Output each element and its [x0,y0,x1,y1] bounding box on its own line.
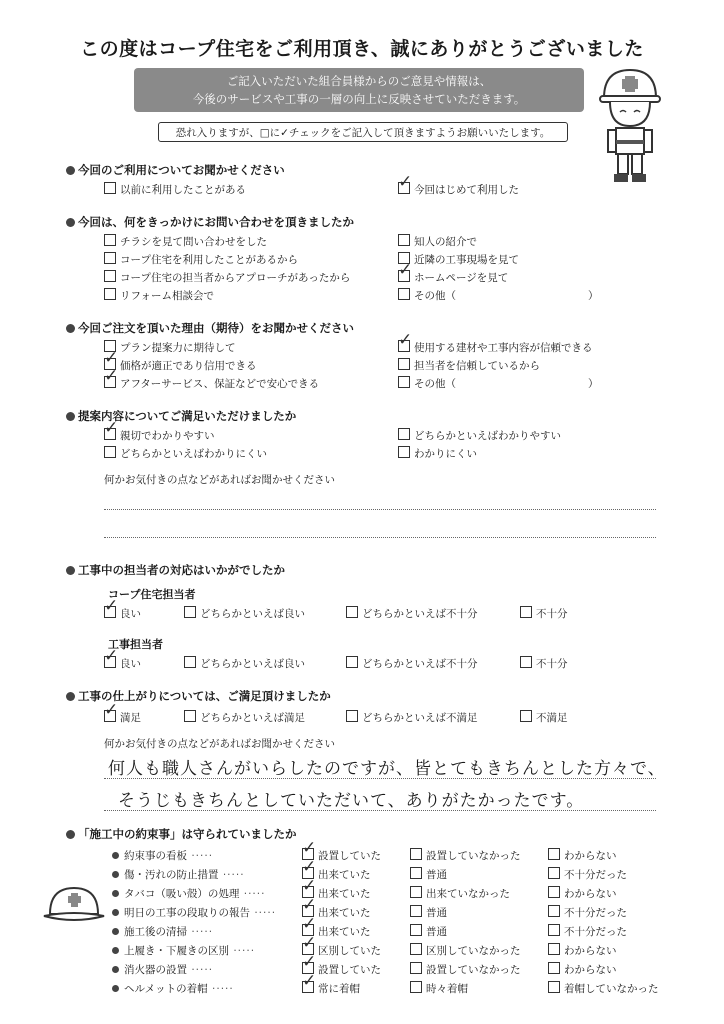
checkbox[interactable] [548,943,560,955]
q2-other-close: ） [588,290,599,302]
checkbox[interactable] [346,606,358,618]
question-7 [66,826,297,842]
q7-row-option[interactable] [302,971,360,997]
checkbox-checked[interactable] [104,366,119,388]
bullet-icon [66,324,75,333]
q4-option-4[interactable] [398,446,477,462]
checkbox[interactable] [104,446,116,458]
comment-line[interactable] [104,778,656,779]
check-icon: ✓ [398,330,413,350]
q3-option-5[interactable] [398,358,540,374]
q6-option-3[interactable] [346,710,478,726]
option-label: 不満足 [536,712,568,724]
handwritten-comment-line-1: 何人も職人さんがいらしたのですが、皆とてもきちんとした方々で、 [108,759,666,779]
checkbox[interactable] [410,886,422,898]
bullet-icon [112,985,119,992]
checkbox[interactable] [520,656,532,668]
option-label: アフターサービス、保証などで安心できる [120,378,320,390]
option-label: 親切でわかりやすい [120,430,215,442]
bullet-icon [66,218,75,227]
option-label: どちらかといえば不満足 [362,712,478,724]
check-icon: ✓ [104,348,119,368]
checkbox[interactable] [398,234,410,246]
question-1 [66,162,285,178]
checkbox[interactable] [548,848,560,860]
option-label: 不十分 [536,608,568,620]
option-label: コープ住宅の担当者からアプローチがあったから [120,272,351,284]
option-label: 着帽していなかった [564,983,659,995]
q7-row-option[interactable] [548,943,617,959]
option-label: コープ住宅を利用したことがあるから [120,254,298,266]
comment-line[interactable] [104,509,656,510]
q1-option-1[interactable] [104,182,246,198]
q7-row-option[interactable] [410,981,468,997]
check-icon: ✓ [302,914,317,934]
page-title: この度はコープ住宅をご利用頂き、誠にありがとうございました [80,38,644,60]
q6-comment-prompt: 何かお気付きの点などがあればお聞かせください [104,738,335,750]
check-icon: ✓ [302,876,317,896]
check-icon: ✓ [104,700,119,720]
checkbox-checked[interactable] [104,646,119,668]
q5-group-2-title: 工事担当者 [108,638,163,651]
check-icon: ✓ [302,971,317,991]
q7-row-item [112,848,213,864]
checkbox[interactable] [184,656,196,668]
bullet-icon [112,947,119,954]
option-label: 不十分だった [564,869,627,881]
leader-dots: ····· [239,888,266,900]
checkbox-checked[interactable] [302,971,317,993]
leader-dots: ····· [218,869,245,881]
checkbox[interactable] [104,234,116,246]
option-label: 不十分だった [564,926,627,938]
option-label: 今回はじめて利用した [414,184,519,196]
option-label: どちらかといえば不十分 [362,658,478,670]
checkbox[interactable] [548,905,560,917]
q7-row-item [112,943,255,959]
question-6-text: 工事の仕上がりについては、ご満足頂けましたか [78,689,331,703]
option-label: わからない [564,964,617,976]
q5-g2-option-3[interactable] [346,656,478,672]
q5-g1-option-4[interactable] [520,606,568,622]
leader-dots: ····· [229,945,256,957]
leader-dots: ····· [207,983,234,995]
q7-row-option[interactable] [548,848,617,864]
question-7-text: 「施工中の約束事」は守られていましたか [78,827,297,841]
question-2-text: 今回は、何をきっかけにお問い合わせを頂きましたか [78,215,354,229]
check-icon: ✓ [398,260,413,280]
checkbox[interactable] [410,981,422,993]
checkbox[interactable] [548,886,560,898]
checkbox[interactable] [548,962,560,974]
checkbox[interactable] [410,905,422,917]
checkbox[interactable] [410,962,422,974]
info-banner [134,68,584,112]
comment-line[interactable] [104,537,656,538]
leader-dots: ····· [187,964,214,976]
q7-row-option[interactable] [410,905,447,921]
q3-other-close: ） [588,378,599,390]
option-label: 区別していた [318,945,381,957]
question-5 [66,562,285,578]
q3-option-4[interactable] [398,330,593,356]
bullet-icon [66,830,75,839]
checkbox[interactable] [520,710,532,722]
checkbox[interactable] [184,606,196,618]
q5-g1-option-2[interactable] [184,606,305,622]
q7-row-option[interactable] [548,867,627,883]
option-label: 良い [120,658,141,670]
q5-g2-option-2[interactable] [184,656,305,672]
check-icon: ✓ [302,857,317,877]
option-label: 設置していた [318,850,381,862]
handwritten-comment-line-2: そうじもきちんとしていただいて、ありがたかったです。 [118,791,585,811]
q2-option-1[interactable] [104,234,267,250]
banner-line-1: ご記入いただいた組合員様からのご意見や情報は、 [226,74,492,88]
q4-comment-prompt: 何かお気付きの点などがあればお聞かせください [104,474,335,486]
q2-option-2[interactable] [104,252,298,268]
option-label: 出来ていなかった [426,888,510,900]
option-label: 時々着帽 [426,983,468,995]
q7-item-label: 施工後の清掃 [124,926,187,938]
checkbox[interactable] [398,358,410,370]
bullet-icon [66,566,75,575]
option-label: 設置していなかった [426,964,521,976]
q2-option-5[interactable] [398,234,477,250]
checkbox[interactable] [410,943,422,955]
bullet-icon [112,890,119,897]
option-label: 良い [120,608,141,620]
q5-group-1-title: コープ住宅担当者 [108,588,196,601]
checkbox-checked[interactable] [104,596,119,618]
bullet-icon [112,871,119,878]
q5-g2-option-1[interactable] [104,646,141,672]
bullet-icon [66,692,75,701]
option-label: わからない [564,945,617,957]
option-label: 出来ていた [318,907,371,919]
bullet-icon [112,966,119,973]
option-label: どちらかといえばわかりにくい [120,448,267,460]
q5-g2-option-4[interactable] [520,656,568,672]
checkbox[interactable] [346,710,358,722]
checkbox[interactable] [548,867,560,879]
option-label: リフォーム相談会で [120,290,214,302]
option-label: 不十分だった [564,907,627,919]
option-label: 設置していた [318,964,381,976]
construction-worker-icon [598,64,662,186]
q4-option-1[interactable] [104,418,215,444]
question-3 [66,320,354,336]
check-icon: ✓ [302,895,317,915]
q7-row-option[interactable] [410,962,521,978]
q7-item-label: 明日の工事の段取りの報告 [124,907,250,919]
option-label: 知人の紹介で [414,236,477,248]
q7-item-label: タバコ（吸い殻）の処理 [124,888,240,900]
option-label: わかりにくい [414,448,477,460]
q7-row-option[interactable] [410,943,521,959]
q6-option-4[interactable] [520,710,568,726]
q7-row-option[interactable] [410,867,447,883]
check-icon: ✓ [104,366,119,386]
checkbox[interactable] [548,924,560,936]
q6-option-1[interactable] [104,700,141,726]
q7-row-item [112,962,213,978]
checkbox[interactable] [346,656,358,668]
checkbox-checked[interactable] [104,418,119,440]
checkbox[interactable] [104,182,116,194]
leader-dots: ····· [187,926,214,938]
checkbox[interactable] [410,867,422,879]
checkbox[interactable] [398,376,410,388]
q7-item-label: ヘルメットの着帽 [124,983,208,995]
checkbox[interactable] [410,924,422,936]
check-icon: ✓ [104,646,119,666]
q7-item-label: 上履き・下履きの区別 [124,945,229,957]
option-label: どちらかといえば良い [200,608,305,620]
check-icon: ✓ [398,172,413,192]
instruction-notice: 恐れ入りますが、□に✓チェックをご記入して頂きますようお願いいたします。 [158,122,568,142]
bullet-icon [66,166,75,175]
option-label: 使用する建材や工事内容が信頼できる [414,342,593,354]
q7-item-label: 消火器の設置 [124,964,187,976]
bullet-icon [66,412,75,421]
leader-dots: ····· [250,907,277,919]
q1-option-2[interactable] [398,172,519,198]
leader-dots: ····· [187,850,214,862]
check-icon: ✓ [104,596,119,616]
q7-item-label: 約束事の看板 [124,850,187,862]
checkbox-checked[interactable] [398,330,413,352]
question-3-text: 今回ご注文を頂いた理由（期待）をお聞かせください [78,321,354,335]
checkbox[interactable] [184,710,196,722]
comment-line[interactable] [104,810,656,811]
option-label: その他（ [414,378,456,390]
question-1-text: 今回のご利用についてお聞かせください [78,163,285,177]
option-label: 普通 [426,926,447,938]
q7-row-item [112,981,234,997]
q7-row-item [112,924,213,940]
option-label: 普通 [426,869,447,881]
option-label: プラン提案力に期待して [120,342,236,354]
checkbox[interactable] [398,288,410,300]
question-4-text: 提案内容についてご満足いただけましたか [78,409,297,423]
q2-option-8[interactable] [398,288,456,304]
q7-row-option[interactable] [548,962,617,978]
checkbox-checked[interactable] [104,700,119,722]
checkbox[interactable] [410,848,422,860]
q5-g1-option-1[interactable] [104,596,141,622]
q7-row-option[interactable] [410,886,510,902]
checkbox[interactable] [398,446,410,458]
option-label: 近隣の工事現場を見て [414,254,519,266]
option-label: 出来ていた [318,888,371,900]
q6-option-2[interactable] [184,710,305,726]
check-icon: ✓ [302,952,317,972]
q2-option-6[interactable] [398,252,519,268]
option-label: 以前に利用したことがある [120,184,246,196]
q7-row-item [112,867,245,883]
checkbox[interactable] [104,288,116,300]
q2-option-4[interactable] [104,288,214,304]
check-icon: ✓ [302,838,317,858]
bullet-icon [112,852,119,859]
checkbox[interactable] [104,270,116,282]
banner-line-2: 今後のサービスや工事の一層の向上に反映させていただきます。 [192,92,526,106]
checkbox[interactable] [520,606,532,618]
question-4 [66,408,296,424]
checkbox-checked[interactable] [398,172,413,194]
option-label: どちらかといえば満足 [200,712,305,724]
question-5-text: 工事中の担当者の対応はいかがでしたか [78,563,285,577]
option-label: わからない [564,850,617,862]
q7-row-option[interactable] [548,924,627,940]
check-icon: ✓ [104,418,119,438]
q2-option-7[interactable] [398,260,509,286]
q2-option-3[interactable] [104,270,350,286]
option-label: 満足 [120,712,141,724]
option-label: どちらかといえばわかりやすい [414,430,561,442]
option-label: 常に着帽 [318,983,360,995]
q5-g1-option-3[interactable] [346,606,478,622]
bullet-icon [112,928,119,935]
q7-row-item [112,905,276,921]
q7-row-option[interactable] [548,886,617,902]
option-label: どちらかといえば良い [200,658,305,670]
option-label: 普通 [426,907,447,919]
q3-option-1[interactable] [104,340,236,356]
check-icon: ✓ [302,933,317,953]
q7-item-label: 傷・汚れの防止措置 [124,869,219,881]
option-label: 価格が適正であり信用できる [120,360,257,372]
option-label: 担当者を信頼しているから [414,360,540,372]
checkbox[interactable] [398,428,410,440]
option-label: 出来ていた [318,926,371,938]
option-label: チラシを見て問い合わせをした [120,236,267,248]
bullet-icon [112,909,119,916]
q7-row-option[interactable] [410,924,447,940]
helmet-icon [42,880,106,930]
q7-row-option[interactable] [410,848,521,864]
option-label: ホームページを見て [414,272,509,284]
option-label: その他（ [414,290,456,302]
option-label: 区別していなかった [426,945,521,957]
option-label: 出来ていた [318,869,371,881]
checkbox[interactable] [548,981,560,993]
question-2 [66,214,354,230]
option-label: どちらかといえば不十分 [362,608,478,620]
q7-row-option[interactable] [548,981,659,997]
q4-option-2[interactable] [104,446,267,462]
checkbox[interactable] [104,252,116,264]
option-label: 設置していなかった [426,850,521,862]
option-label: わからない [564,888,617,900]
option-label: 不十分 [536,658,568,670]
checkbox-checked[interactable] [398,260,413,282]
q3-option-6[interactable] [398,376,456,392]
q7-row-option[interactable] [548,905,627,921]
q7-row-item [112,886,265,902]
q4-option-3[interactable] [398,428,561,444]
